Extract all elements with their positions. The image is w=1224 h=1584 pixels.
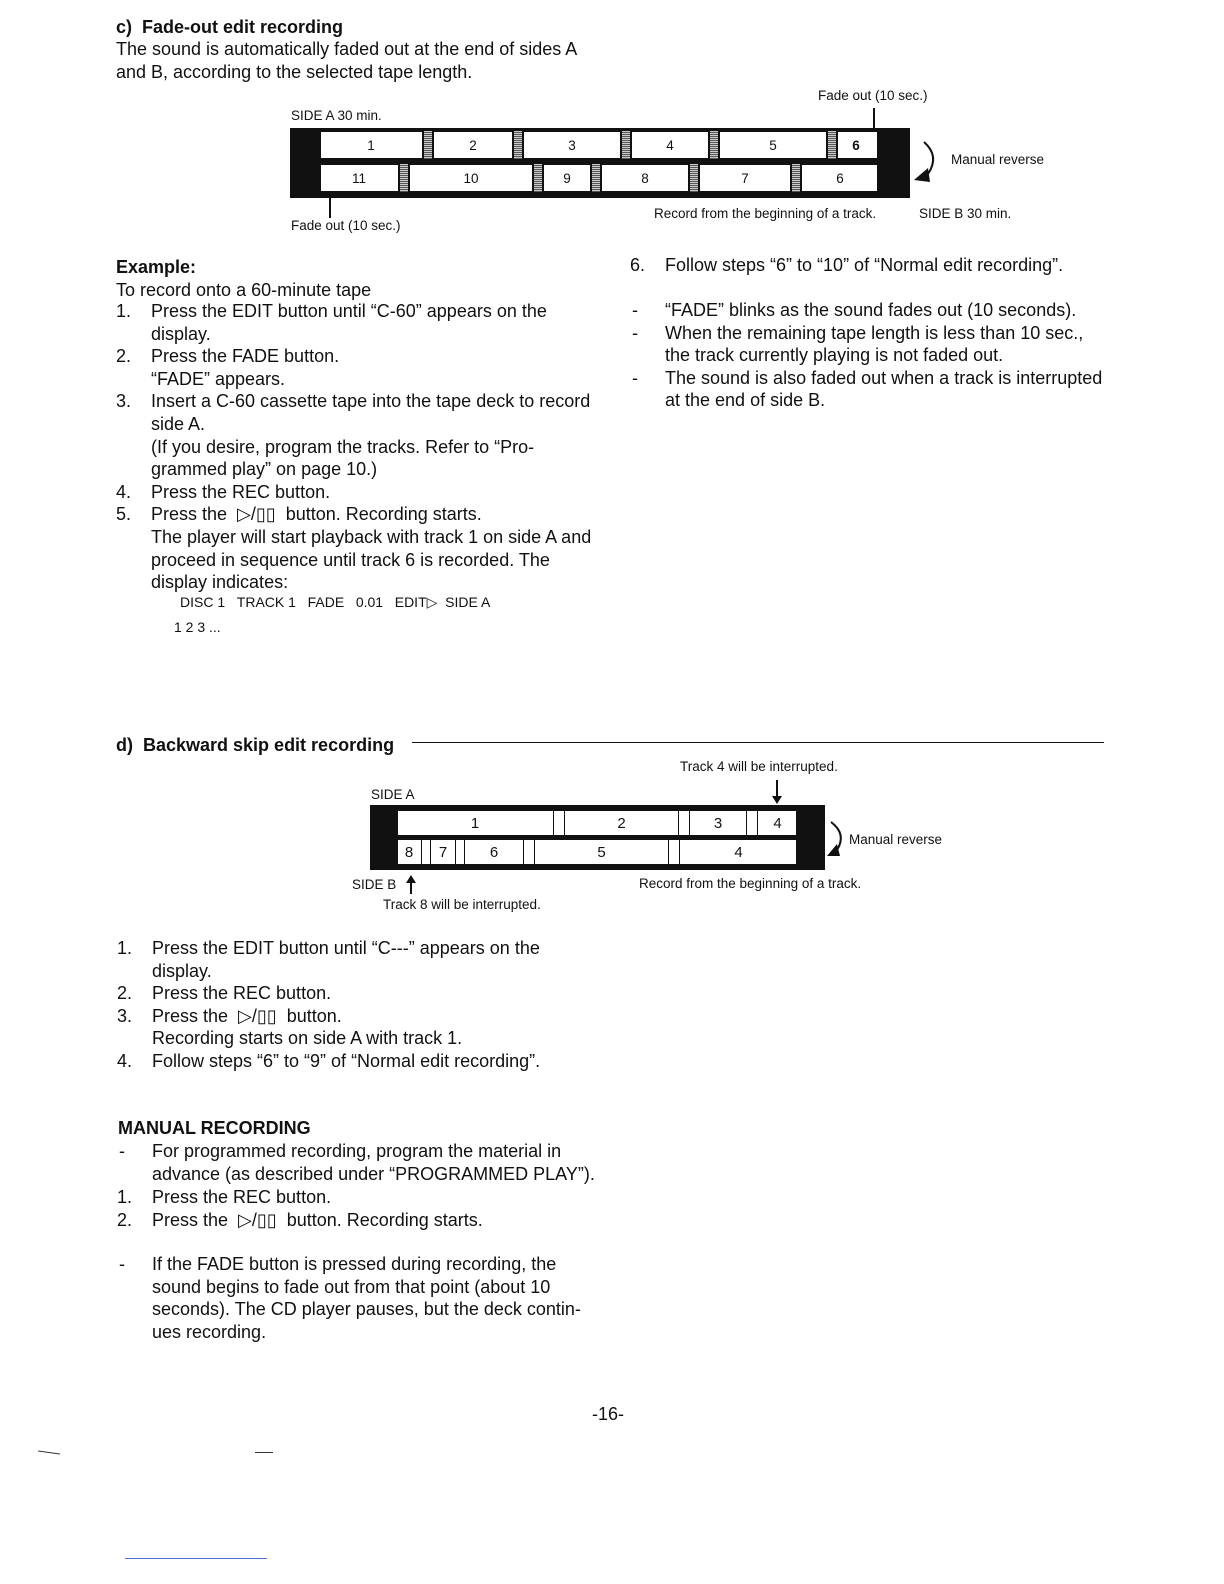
step-text: Press the EDIT button until “C-60” appears on the [151, 301, 547, 321]
step-text: The player will start playback with track 1 on side A and [151, 526, 592, 547]
record-from-label: Record from the beginning of a track. [639, 876, 862, 891]
track-label: 1 [470, 814, 480, 832]
track-gap [678, 810, 690, 836]
track-gap [532, 164, 544, 192]
track-label: 10 [463, 170, 479, 186]
fade-out-bottom-marker [329, 196, 331, 218]
track-gap [398, 164, 410, 192]
track-gap [421, 839, 431, 865]
step-number: 4. [117, 1050, 133, 1071]
step-number: 3. [116, 391, 132, 412]
step-number: 1. [117, 1187, 133, 1207]
fade-out-top-marker [873, 108, 875, 130]
step-item [117, 1005, 597, 1050]
scan-artifact-line [125, 1558, 267, 1559]
step-text: Recording starts on side A with track 1. [152, 1028, 463, 1049]
track-gap [455, 839, 465, 865]
track-label: 4 [773, 814, 782, 832]
note-text: - For programmed recording, program the material in [152, 1141, 562, 1161]
step-item [116, 390, 596, 480]
step-number: 1. [117, 938, 133, 958]
display-indicator: DISC 1 TRACK 1 FADE 0.01 EDIT▷ SIDE A [180, 594, 491, 610]
track-gap [512, 131, 524, 159]
step-text: display. [152, 960, 212, 981]
step-text: Follow steps “6” to “10” of “Normal edit recording”. [665, 255, 1064, 275]
track-label: 4 [666, 137, 674, 153]
track-gap [790, 164, 802, 192]
manual-reverse-label: Manual reverse [951, 152, 1045, 167]
note-text: advance (as described under “PROGRAMMED PLAY”). [152, 1163, 595, 1184]
track-label: 5 [597, 843, 606, 861]
fade-out-diagram [0, 0, 1224, 240]
note-item [630, 322, 1120, 367]
note-text: at the end of side B. [665, 390, 826, 411]
scan-artifact-line [38, 1450, 60, 1454]
track-label: 6 [489, 843, 499, 861]
side-b-label: SIDE B [352, 877, 397, 892]
track-label: 5 [769, 137, 777, 153]
example-title: Example: [116, 257, 197, 277]
track-label: 3 [568, 137, 576, 153]
manual-note-2 [117, 1253, 607, 1343]
track-8-note: Track 8 will be interrupted. [383, 897, 541, 912]
intro-line: The sound is automatically faded out at the end of sides A [116, 39, 578, 59]
track-label: 1 [367, 137, 375, 153]
track-gap [668, 839, 680, 865]
note-text: - “FADE” blinks as the sound fades out (10 seconds). [665, 300, 1077, 320]
track-label: 7 [741, 170, 749, 186]
record-from-label: Record from the beginning of a track. [654, 206, 877, 221]
section-c-title: c) Fade-out edit recording [116, 17, 344, 37]
side-b-label: SIDE B 30 min. [919, 206, 1012, 221]
track-gap [826, 131, 838, 159]
manual-note-1 [117, 1140, 607, 1185]
step-number: 3. [117, 1005, 133, 1026]
note-text: ues recording. [152, 1321, 267, 1342]
step-text: Press the EDIT button until “C---” appears on the [152, 938, 540, 958]
step-item [117, 937, 597, 982]
step-item [117, 1186, 607, 1209]
step-item [117, 1050, 597, 1073]
step-text: Insert a C-60 cassette tape into the tape deck to record [151, 391, 591, 412]
step-text: “FADE” appears. [151, 368, 286, 389]
step-item [117, 1209, 607, 1232]
manual-steps-list [117, 1186, 607, 1231]
step-number: 2. [117, 1209, 133, 1230]
note-item [117, 1140, 607, 1185]
example-intro: To record onto a 60-minute tape [116, 280, 372, 300]
track-gap [708, 131, 720, 159]
note-item [630, 299, 1120, 322]
note-text: sound begins to fade out from that point (about 10 [152, 1276, 551, 1297]
manual-reverse-arrow-icon [910, 138, 946, 186]
manual-reverse-label: Manual reverse [849, 832, 943, 847]
track-label: 4 [734, 843, 743, 861]
step-6 [630, 254, 1110, 277]
step-number: 2. [116, 346, 132, 367]
track-label: 9 [563, 170, 571, 186]
step-number: 6. [630, 255, 646, 275]
manual-recording-title: MANUAL RECORDING [118, 1118, 311, 1138]
step-item [117, 982, 597, 1005]
step-number: 5. [116, 504, 132, 525]
track-gap [746, 810, 758, 836]
step-item [116, 481, 596, 504]
note-item [117, 1253, 607, 1343]
step-item [116, 300, 596, 345]
track-gap [620, 131, 632, 159]
fade-steps-list [116, 300, 596, 594]
step-text: display. [151, 323, 211, 344]
step-text: Press the FADE button. [151, 346, 340, 367]
fade-out-top-label: Fade out (10 sec.) [818, 88, 928, 103]
track-gap [688, 164, 700, 192]
step-text: grammed play” on page 10.) [151, 459, 378, 480]
backward-skip-diagram [0, 740, 1224, 920]
step-text: (If you desire, program the tracks. Refer to “Pro- [151, 436, 535, 457]
step-text: Follow steps “6” to “9” of “Normal edit recording”. [152, 1050, 541, 1071]
step-text: Press the REC button. [152, 983, 332, 1004]
track-label: 3 [713, 814, 723, 832]
page-number: -16- [592, 1404, 625, 1424]
down-arrow-icon [772, 796, 782, 804]
track-label: 2 [469, 137, 477, 153]
step-text: display indicates: [151, 572, 289, 593]
display-indicator-sub: 1 2 3 ... [174, 619, 221, 635]
section-d-title: d) Backward skip edit recording [116, 735, 395, 755]
note-text: - When the remaining tape length is less than 10 sec., [665, 322, 1084, 343]
step-text: proceed in sequence until track 6 is recorded. The [151, 549, 550, 570]
track-label: 8 [404, 843, 414, 861]
track-label: 11 [351, 170, 366, 186]
step-text: Press the ▷/▯▯ button. Recording starts. [152, 1209, 483, 1230]
note-text: - The sound is also faded out when a track is interrupted [665, 367, 1103, 388]
side-a-label: SIDE A [371, 787, 415, 802]
fade-notes-list [630, 299, 1120, 412]
track-label: 8 [641, 170, 649, 186]
track-gap [590, 164, 602, 192]
track-gap [553, 810, 565, 836]
track-gap [422, 131, 434, 159]
track-8-marker [410, 880, 412, 894]
intro-line: and B, according to the selected tape length. [116, 61, 473, 82]
step-text: Press the ▷/▯▯ button. Recording starts. [151, 504, 482, 525]
side-a-label: SIDE A 30 min. [291, 108, 382, 123]
step-number: 1. [116, 301, 132, 321]
step-text: Press the REC button. [152, 1187, 332, 1207]
note-text: seconds). The CD player pauses, but the deck contin- [152, 1299, 581, 1320]
fade-out-bottom-label: Fade out (10 sec.) [291, 218, 401, 233]
track-label: 7 [438, 843, 448, 861]
step-text: Press the REC button. [151, 481, 331, 502]
step-text: side A. [151, 413, 206, 434]
track-label: 2 [617, 814, 626, 832]
track-label: 6 [852, 137, 860, 153]
manual-reverse-arrow-icon [825, 820, 851, 860]
note-text: - If the FADE button is pressed during recording, the [152, 1254, 557, 1274]
step-number: 2. [117, 983, 133, 1004]
track-4-note: Track 4 will be interrupted. [680, 759, 838, 774]
note-item [630, 367, 1120, 412]
backward-steps-list [117, 937, 597, 1073]
step-number: 4. [116, 481, 132, 502]
note-text: the track currently playing is not faded out. [665, 345, 1004, 366]
step-text: Press the ▷/▯▯ button. [152, 1005, 342, 1026]
track-gap [523, 839, 535, 865]
step-item [116, 345, 596, 390]
scan-artifact-line [255, 1452, 273, 1453]
track-label: 6 [836, 170, 844, 186]
step-item [116, 503, 596, 593]
